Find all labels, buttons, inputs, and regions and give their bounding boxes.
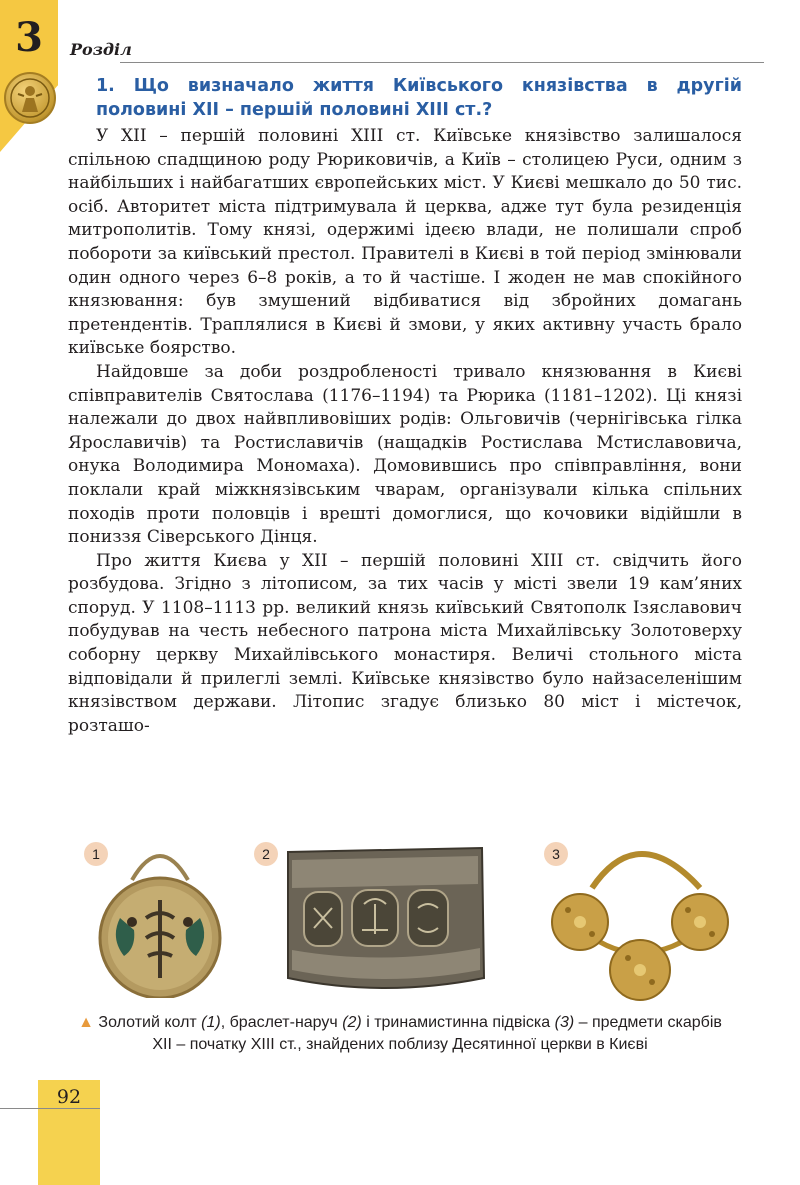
chapter-number: 3	[15, 14, 43, 61]
pendant-image	[540, 830, 740, 1008]
caption-marker-icon: ▲	[78, 1014, 94, 1031]
figure-pendant	[540, 830, 740, 1008]
seal-icon	[4, 72, 56, 124]
section-word: Розділ	[70, 40, 132, 59]
figure-number: 3	[544, 842, 568, 866]
bracelet-image	[254, 838, 494, 1000]
figure-number: 1	[84, 842, 108, 866]
footer-divider	[0, 1108, 100, 1109]
figure-bracelet	[254, 838, 494, 1000]
body-text	[68, 125, 742, 738]
figure-kolt	[80, 838, 240, 998]
kolt-image	[80, 838, 240, 998]
page-number: 92	[56, 1086, 82, 1108]
paragraph: Найдовше за доби роздробленості тривало князювання в Києві співправителів Святослава (1176–1194) та Рюрика (1181–1202). Ці князі належали до двох найвпливовіших родів: Ольговичів (чернігівська гілка Ярославичів) та Ростиславичів (нащадків Ростислава Мстиславовича, онука Володимира Мономаха). Домовившись про співправління, вони поклали край міжкнязівським чварам, організували кілька спільних походів проти половців і врешті домоглися, що кочовики відійшли в пониззя Сіверського Дінця.	[68, 361, 742, 548]
figure-number: 2	[254, 842, 278, 866]
figure-caption: ▲ Золотий колт (1), браслет-наруч (2) і тринамистинна підвіска (3) – предмети скарбів XII – початку XIII ст., знайдених поблизу Десятинної церкви в Києві	[78, 1014, 722, 1053]
section-question: 1. Що визначало життя Київського князівства в другій половині XII – першій половині XIII ст.?	[96, 76, 742, 120]
header-divider	[120, 62, 764, 63]
paragraph: У XII – першій половині XIII ст. Київське князівство залишалося спільною спадщиною роду Рюриковичів, а Київ – столицею Руси, одним з найбільших і найбагатших європейських міст. У Києві мешкало до 50 тис. осіб. Авторитет міста підтримувала й церква, адже тут була резиденція митрополитів. Тому князі, одержимі ідеєю влади, не полишали спроб побороти за київський престол. Правителі в Києві в той період змінювали один одного через 6–8 років, а то й частіше. І жоден не мав спокійного князювання: був змушений відбиватися від збройних домагань претендентів. Траплялися в Києві й змови, у яких активну участь брало київське боярство.	[68, 126, 742, 359]
paragraph: Про життя Києва у XII – першій половині XIII ст. свідчить його розбудова. Згідно з літописом, за тих часів у місті звели 19 кам’яних споруд. У 1108–1113 рр. великий князь київський Святополк Ізяславович побудував на честь небесного патрона міста Михайлівську Золотоверху соборну церкву Михайлівського монастиря. Величі стольного міста відповідали й прилеглі землі. Київське князівство було найзаселенішим князівством держави. Літопис згадує близько 80 міст і містечок, розташо-	[68, 550, 742, 736]
